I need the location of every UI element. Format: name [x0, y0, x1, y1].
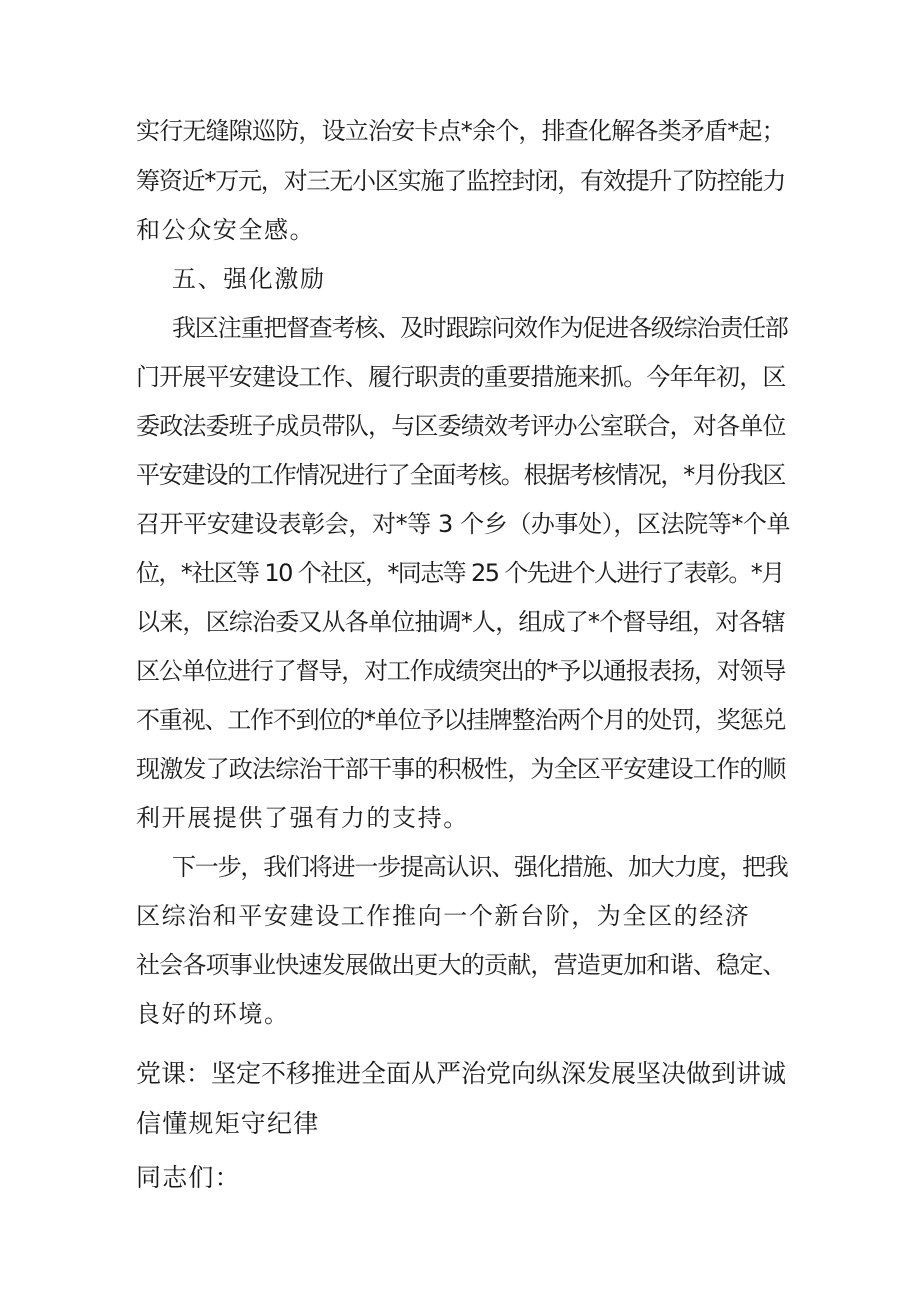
text-line: 实行无缝隙巡防，设立治安卡点*余个，排查化解各类矛盾*起；	[136, 117, 785, 145]
text-line: 位，*社区等 10 个社区，*同志等 25 个先进个人进行了表彰。*月	[136, 559, 784, 587]
text-line: 良好的环境。	[136, 1000, 290, 1028]
text-line: 筹资近*万元，对三无小区实施了监控封闭，有效提升了防控能力	[136, 167, 786, 195]
text-line: 以来，区综治委又从各单位抽调*人，组成了*个督导组，对各辖	[136, 608, 785, 636]
text-line: 现激发了政法综治干部干事的积极性，为全区平安建设工作的顺	[136, 755, 786, 783]
section-heading: 五、强化激励	[172, 265, 326, 293]
text-line: 社会各项事业快速发展做出更大的贡献，营造更加和谐、稳定、	[136, 951, 786, 979]
text-line: 我区注重把督查考核、及时跟踪问效作为促进各级综治责任部	[172, 314, 788, 342]
title-line: 信懂规矩守纪律	[136, 1109, 320, 1138]
text-line: 区公单位进行了督导，对工作成绩突出的*予以通报表扬，对领导	[136, 657, 786, 685]
text-line: 下一步，我们将进一步提高认识、强化措施、加大力度，把我	[172, 853, 788, 881]
salutation: 同志们：	[136, 1163, 241, 1192]
text-line: 不重视、工作不到位的*单位予以挂牌整治两个月的处罚，奖惩兑	[136, 706, 786, 734]
text-line: 平安建设的工作情况进行了全面考核。根据考核情况，*月份我区	[136, 461, 786, 489]
text-line: 门开展平安建设工作、履行职责的重要措施来抓。今年年初，区	[136, 363, 786, 391]
text-line: 召开平安建设表彰会，对*等 3 个乡（办事处），区法院等*个单	[136, 510, 791, 538]
text-line: 委政法委班子成员带队，与区委绩效考评办公室联合，对各单位	[136, 412, 786, 440]
text-line: 区综治和平安建设工作推向一个新台阶，为全区的经济	[136, 902, 751, 930]
title-line: 党课：坚定不移推进全面从严治党向纵深发展坚决做到讲诚	[136, 1059, 787, 1088]
text-line: 利开展提供了强有力的支持。	[136, 804, 469, 832]
text-line: 和公众安全感。	[136, 216, 316, 244]
